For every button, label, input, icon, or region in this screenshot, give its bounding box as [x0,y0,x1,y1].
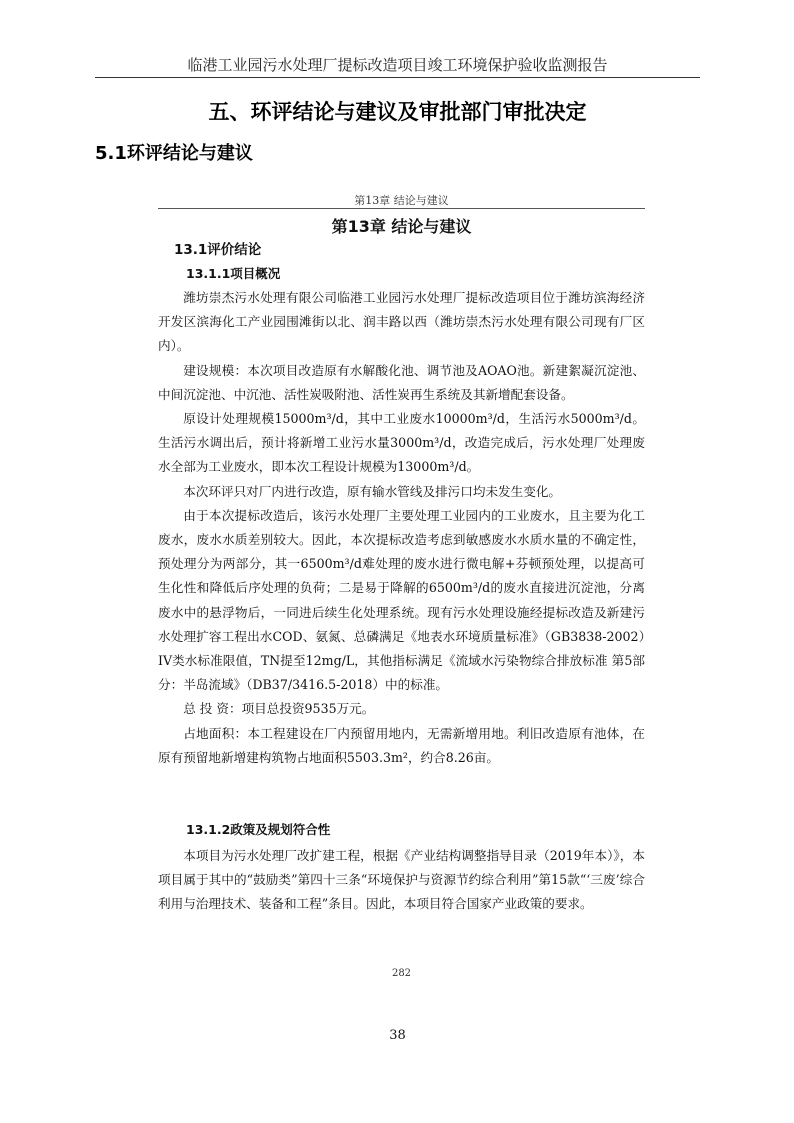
embedded-page-image [158,188,645,988]
page-header: 临港工业园污水处理厂提标改造项目竣工环境保护验收监测报告 [187,56,608,74]
embedded-page-number: 282 [391,968,412,979]
header-rule [95,77,700,78]
paragraphs-project-overview [158,286,645,770]
main-heading: 五、环评结论与建议及审批部门审批决定 [208,100,587,124]
paragraphs-policy [158,844,645,917]
embedded-running-header: 第13章 结论与建议 [354,194,449,207]
paragraph: 本次环评只对厂内进行改造，原有输水管线及排污口均未发生变化。 [183,483,561,499]
paragraph: 原设计处理规模15000m³/d，其中工业废水10000m³/d，生活污水5000m³/d。生活污水调出后，预计将新增工业污水量3000m³/d，改造完成后，污水处理厂处理废水全部为工业废水，即本次工程设计规模为13000m³/d。 [158,411,645,475]
embedded-header-rule [158,208,645,209]
paragraph: 本项目为污水处理厂改扩建工程，根据《产业结构调整指导目录（2019年本）》，本项目属于其中的“鼓励类”第四十三条“环境保护与资源节约综合利用”第15款“‘三废’综合利用与治理技术、装备和工程”条目。因此，本项目符合国家产业政策的要求。 [158,848,645,912]
paragraph: 总 投 资：项目总投资9535万元。 [183,701,375,717]
paragraph: 潍坊崇杰污水处理有限公司临港工业园污水处理厂提标改造项目位于潍坊滨海经济开发区滨海化工产业园围滩街以北、润丰路以西（潍坊崇杰污水处理有限公司现有厂区内）。 [158,290,645,354]
paragraph: 占地面积：本工程建设在厂内预留用地内，无需新增用地。利旧改造原有池体，在原有预留地新增建构筑物占地面积5503.3m²，约合8.26亩。 [158,725,645,765]
chapter-title: 第13章 结论与建议 [331,217,472,236]
section-13-1-2: 13.1.2政策及规划符合性 [186,822,331,837]
paragraph: 由于本次提标改造后，该污水处理厂主要处理工业园内的工业废水，且主要为化工废水，废水水质差别较大。因此，本次提标改造考虑到敏感废水水质水量的不确定性，预处理分为两部分，其一6500m³/d难处理的废水进行微电解+芬顿预处理，以提高可生化性和降低后序处理的负荷；二是易于降解的6500m³/d的废水直接进沉淀池，分离废水中的悬浮物后，一同进后续生化处理系统。现有污水处理设施经提标改造及新建污水处理扩容工程出水COD、氨氮、总磷满足《地表水环境质量标准》（GB3838-2002）IV类水标准限值，TN提至12mg/L，其他指标满足《流域水污染物综合排放标准 第5部分：半岛流域》（DB37/3416.5-2018）中的标准。 [158,507,645,693]
section-13-1: 13.1评价结论 [174,242,262,258]
section-13-1-1: 13.1.1项目概况 [186,266,281,281]
section-heading: 5.1环评结论与建议 [95,143,253,164]
paragraph: 建设规模：本次项目改造原有水解酸化池、调节池及AOAO池。新建絮凝沉淀池、中间沉淀池、中沉池、活性炭吸附池、活性炭再生系统及其新增配套设备。 [158,362,645,402]
page-number: 38 [389,1028,406,1043]
